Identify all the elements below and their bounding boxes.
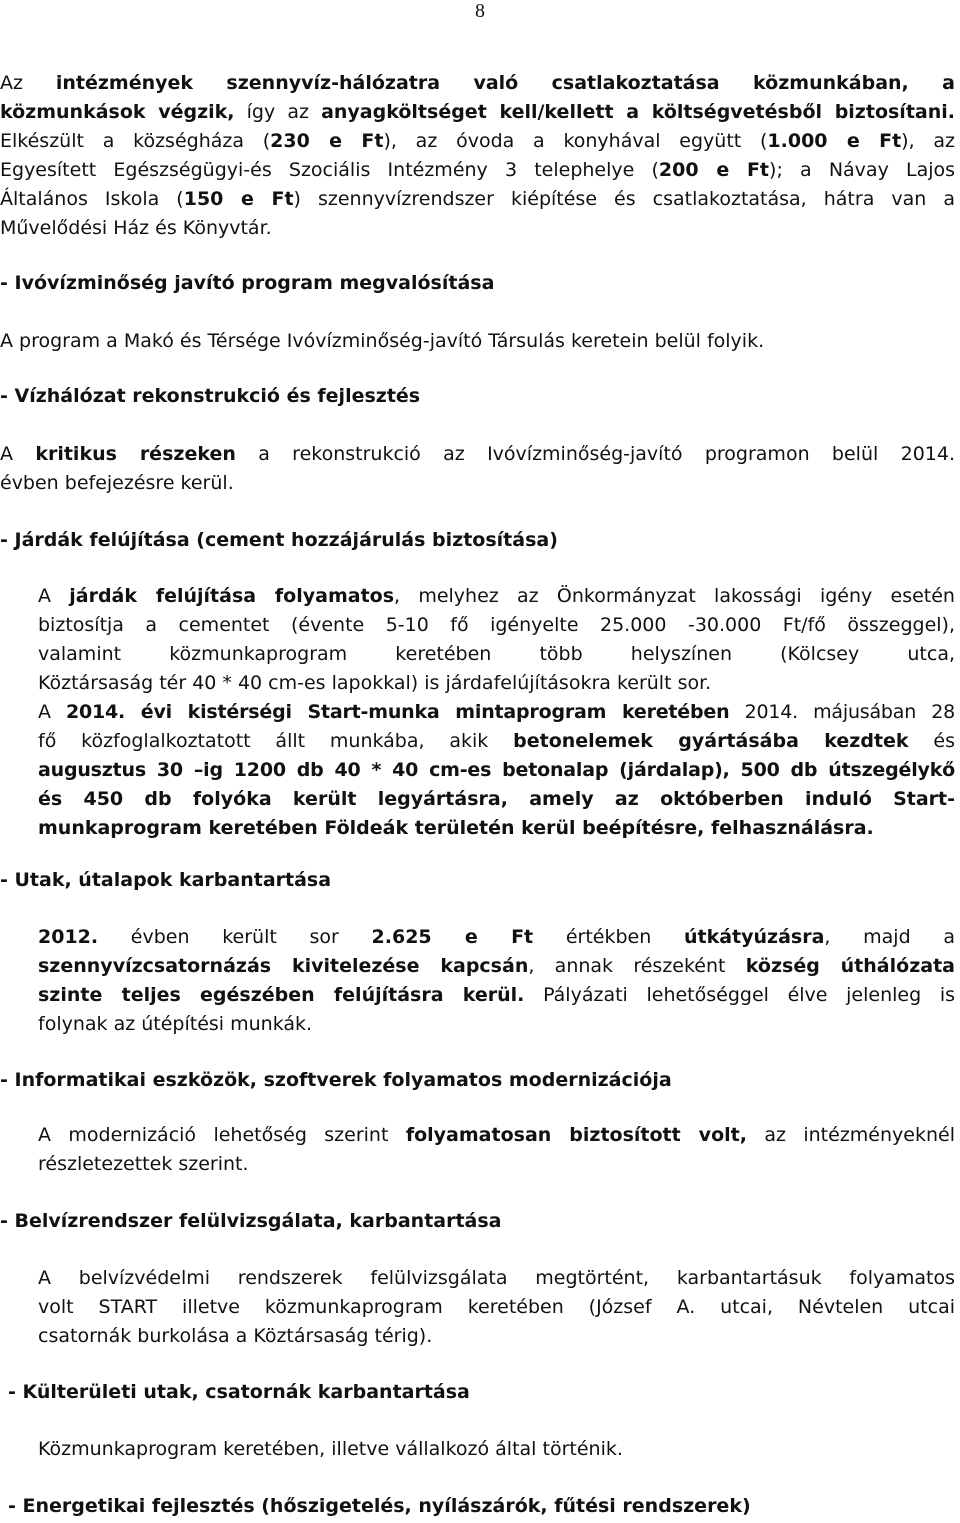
text-line [38,698,955,727]
intro-paragraph [0,69,955,243]
text-run: Elkészült a községháza ( [0,130,271,152]
bold-text: anyagköltséget kell/kellett a költségvetésből biztosítani. [321,101,955,123]
text-line [38,640,955,669]
text-line [38,1322,955,1351]
bold-text: 150 e Ft [183,188,294,210]
text-run: Köztársaság tér 40 * 40 cm-es lapokkal) is járdafelújításokra került sor. [38,672,712,694]
section-text-roads [38,923,955,1039]
text-line [38,1150,955,1179]
text-run: így az [234,101,322,123]
text-line [0,127,955,156]
bold-text: szennyvízcsatornázás kivitelezése kapcsán [38,955,529,977]
text-run: valamint közmunkaprogram keretében több helyszínen (Kölcsey utca, [38,643,955,665]
text-run: évben került sor [98,926,372,948]
text-run: folynak az útépítési munkák. [38,1013,313,1035]
bold-text: 2014. évi kistérségi Start-munka mintaprogram keretében [65,701,730,723]
text-run: ), az óvoda a konyhával együtt ( [383,130,768,152]
text-run: és [908,730,955,752]
text-run: Pályázati lehetőséggel élve jelenleg is [524,984,955,1006]
section-text-water-network [0,440,955,498]
text-run: csatornák burkolása a Köztársaság térig). [38,1325,433,1347]
text-line [38,814,955,843]
section-text-inland-water [38,1264,955,1351]
text-line [38,785,955,814]
section-text-outskirts [38,1435,623,1464]
text-line [0,98,955,127]
bold-text: 200 e Ft [658,159,770,181]
text-line: A program a Makó és Térsége Ivóvízminőség-javító Társulás keretein belül folyik. [0,330,765,352]
text-line [38,981,955,1010]
section-heading-it: - Informatikai eszközök, szoftverek folyamatos modernizációja [0,1069,672,1091]
section-text-it [38,1121,955,1179]
text-run: , majd a [824,926,955,948]
text-line [38,1121,955,1150]
text-run: részletezettek szerint. [38,1153,249,1175]
text-line [38,582,955,611]
bold-text: útkátyúzásra [683,926,825,948]
text-run: A [38,701,66,723]
text-run: A modernizáció lehetőség szerint [38,1124,406,1146]
page-number: 8 [475,0,485,22]
text-run: ) szennyvízrendszer kiépítése és csatlakoztatása, hátra van a [293,188,955,210]
text-line [0,185,955,214]
bold-text: intézmények szennyvíz-hálózatra való csatlakoztatása közmunkában, a [55,72,956,94]
text-run: A belvízvédelmi rendszerek felülvizsgálata megtörtént, karbantartásuk folyamatos [38,1267,955,1289]
text-run: ), az [901,130,955,152]
text-line [0,69,955,98]
text-run: Az [0,72,56,94]
text-run: fő közfoglalkoztatott állt munkába, akik [38,730,514,752]
text-line [38,1010,955,1039]
section-heading-outskirts: - Külterületi utak, csatornák karbantartása [8,1381,470,1403]
section-heading-roads: - Utak, útalapok karbantartása [0,869,332,891]
text-run: a rekonstrukció az Ivóvízminőség-javító programon belül 2014. [235,443,956,465]
bold-text: 230 e Ft [270,130,384,152]
text-line [38,952,955,981]
text-line [38,669,955,698]
text-run: , melyhez az Önkormányzat lakossági igény esetén [394,585,955,607]
text-run: Egyesített Egészségügyi-és Szociális Intézmény 3 telephelye ( [0,159,659,181]
bold-text: augusztus 30 –ig 1200 db 40 * 40 cm-es betonalap (járdalap), 500 db útszegélykő [38,759,955,781]
text-run: értékben [533,926,684,948]
text-line: Közmunkaprogram keretében, illetve vállalkozó által történik. [38,1438,623,1460]
text-line [0,440,955,469]
section-text-drinking-water [0,327,764,356]
text-line [38,611,955,640]
bold-text: 1.000 e Ft [767,130,902,152]
bold-text: és 450 db folyóka került legyártásra, amely az októberben induló Start- [38,788,955,810]
bold-text: 2.625 e Ft [371,926,534,948]
text-run: biztosítja a cementet (évente 5-10 fő igényelte 25.000 -30.000 Ft/fő összeggel), [38,614,955,636]
text-run: A [0,443,36,465]
bold-text: szinte teljes egészében felújításra kerül. [38,984,525,1006]
bold-text: kritikus részeken [35,443,236,465]
section-heading-sidewalks: - Járdák felújítása (cement hozzájárulás biztosítása) [0,529,558,551]
bold-text: munkaprogram keretében Földeák területén kerül beépítésre, felhasználásra. [38,817,874,839]
text-run: 2014. májusában 28 [729,701,956,723]
section-heading-energy: - Energetikai fejlesztés (hőszigetelés, nyílászárók, fűtési rendszerek) [8,1495,751,1517]
section-heading-inland-water: - Belvízrendszer felülvizsgálata, karbantartása [0,1210,502,1232]
text-line [38,727,955,756]
text-line [38,923,955,952]
bold-text: közmunkások végzik, [0,101,235,123]
text-line [38,1293,955,1322]
bold-text: betonelemek gyártásába kezdtek [513,730,909,752]
section-heading-drinking-water: - Ivóvízminőség javító program megvalósítása [0,272,495,294]
text-line [0,469,955,498]
text-run: évben befejezésre kerül. [0,472,234,494]
text-run: volt START illetve közmunkaprogram keretében (József A. utcai, Névtelen utcai [38,1296,955,1318]
text-run: Művelődési Ház és Könyvtár. [0,217,272,239]
text-run: az intézményeknél [746,1124,955,1146]
bold-text: 2012. [38,926,99,948]
text-run: , annak részeként [528,955,746,977]
bold-text: község úthálózata [745,955,955,977]
text-line [0,156,955,185]
section-heading-water-network: - Vízhálózat rekonstrukció és fejlesztés [0,385,421,407]
text-run: ); a Návay Lajos [769,159,956,181]
text-line [38,1264,955,1293]
section-text-sidewalks [38,582,955,843]
text-run: A [38,585,70,607]
text-line [38,756,955,785]
bold-text: járdák felújítása folyamatos [69,585,395,607]
text-run: Általános Iskola ( [0,188,184,210]
bold-text: folyamatosan biztosított volt, [405,1124,747,1146]
text-line [0,214,955,243]
